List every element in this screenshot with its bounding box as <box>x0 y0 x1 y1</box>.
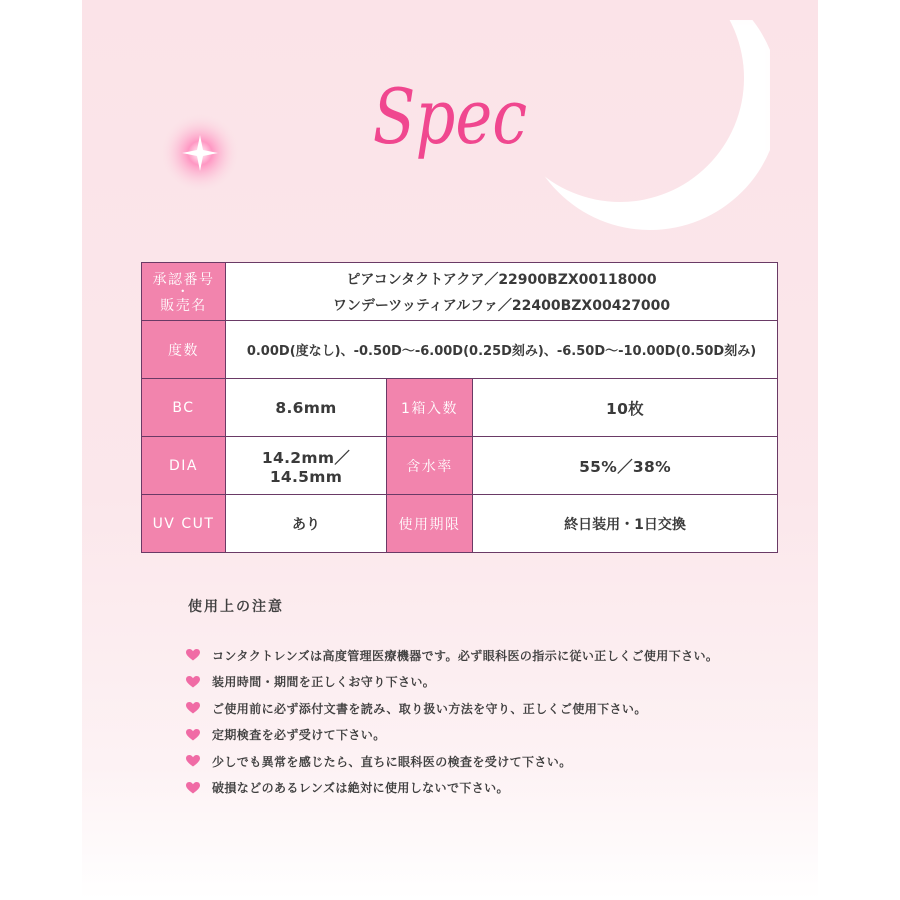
uv-cut-value: あり <box>226 495 387 553</box>
list-item <box>186 642 718 669</box>
list-item <box>186 748 718 775</box>
dia-header: DIA <box>142 437 226 495</box>
notes-title: 使用上の注意 <box>188 599 284 615</box>
bc-value: 8.6mm <box>226 379 387 437</box>
heart-icon <box>186 755 200 767</box>
value-line: ピアコンタクトアクア／22900BZX00118000 <box>346 271 657 288</box>
list-item <box>186 669 718 696</box>
note-text: 装用時間・期間を正しくお守り下さい。 <box>212 675 436 690</box>
header-label: 販売名 <box>160 297 207 314</box>
usage-period-value: 終日装用・1日交換 <box>473 495 778 553</box>
spec-panel <box>82 0 818 900</box>
note-text: 少しでも異常を感じたら、直ちに眼科医の検査を受けて下さい。 <box>212 754 572 769</box>
water-content-header: 含水率 <box>387 437 473 495</box>
box-count-header: 1箱入数 <box>387 379 473 437</box>
list-item <box>186 775 718 802</box>
heart-icon <box>186 782 200 794</box>
usage-period-header: 使用期限 <box>387 495 473 553</box>
note-text: 定期検査を必ず受けて下さい。 <box>212 728 386 743</box>
bc-header: BC <box>142 379 226 437</box>
table-row <box>142 495 778 553</box>
approval-number-value <box>226 263 778 321</box>
usage-notes <box>186 596 718 801</box>
heart-icon <box>186 702 200 714</box>
heart-icon <box>186 729 200 741</box>
power-value: 0.00D(度なし)、-0.50D～-6.00D(0.25D刻み)、-6.50D～-10.00D(0.50D刻み) <box>226 321 778 379</box>
table-row <box>142 437 778 495</box>
header-label: 承認番号 <box>152 271 215 288</box>
power-header: 度数 <box>142 321 226 379</box>
water-content-value: 55%／38% <box>473 437 778 495</box>
list-item <box>186 695 718 722</box>
approval-number-header <box>142 263 226 321</box>
dia-value: 14.2mm／14.5mm <box>226 437 387 495</box>
note-text: コンタクトレンズは高度管理医療機器です。必ず眼科医の指示に従い正しくご使用下さい。 <box>212 648 719 663</box>
note-text: 破損などのあるレンズは絶対に使用しないで下さい。 <box>212 781 509 796</box>
table-row <box>142 379 778 437</box>
note-text: ご使用前に必ず添付文書を読み、取り扱い方法を守り、正しくご使用下さい。 <box>212 701 647 716</box>
uv-cut-header: UV CUT <box>142 495 226 553</box>
value-line: ワンデーツッティアルファ／22400BZX00427000 <box>332 297 671 314</box>
table-row <box>142 321 778 379</box>
table-row <box>142 263 778 321</box>
heart-icon <box>186 649 200 661</box>
box-count-value: 10枚 <box>473 379 778 437</box>
page-title: Spec <box>372 72 528 161</box>
header-dot: • <box>180 286 187 296</box>
spec-table <box>141 262 778 553</box>
heart-icon <box>186 676 200 688</box>
list-item <box>186 722 718 749</box>
